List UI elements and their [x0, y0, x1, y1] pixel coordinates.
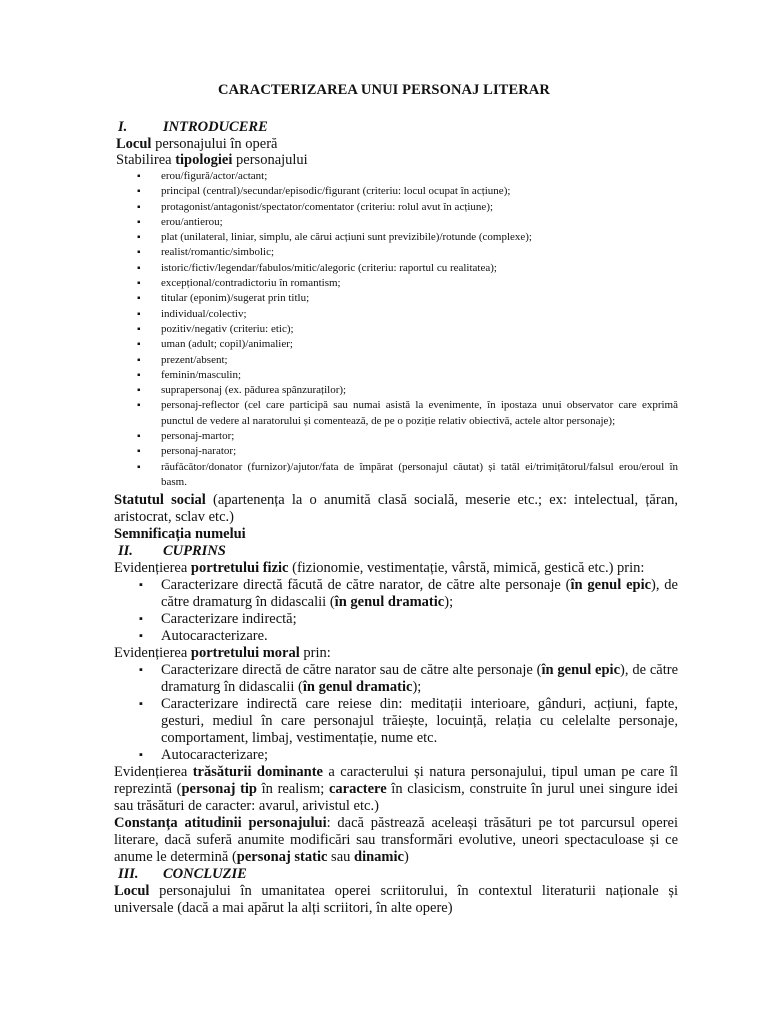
section-heading-introducere — [118, 119, 678, 136]
tipologie-item: ▪ protagonist/antagonist/spectator/comentator (criteriu: rolul avut în acțiune); — [137, 200, 678, 215]
constanta-text-1: : dacă păstrează aceleași trăsături pe tot parcursul operei literare, dacă suferă anumite modificări sau transformări evolutive, uneori spectaculoase și ce anume le determină ( — [114, 815, 678, 866]
page-title: CARACTERIZAREA UNUI PERSONAJ LITERAR — [218, 82, 550, 98]
statutul-bold: Statutul social — [114, 492, 206, 509]
constanta-bold-1: Constanța atitudinii personajului — [114, 815, 327, 832]
tipologie-item: ▪ plat (unilateral, liniar, simplu, ale cărui acțiuni sunt previzibile)/rotunde (complexe); — [137, 230, 678, 245]
tipologie-item: ▪ uman (adult; copil)/animalier; — [137, 337, 678, 352]
constanta-text-2: sau — [327, 849, 355, 866]
tipologie-item: ▪ erou/figură/actor/actant; — [137, 169, 678, 184]
fizic-bold: portretului fizic — [190, 560, 289, 577]
constanta-paragraph — [114, 815, 678, 866]
caracterizare-item — [139, 611, 678, 628]
locul-bold: Locul — [116, 136, 152, 152]
constanta-bold-3: dinamic — [354, 849, 404, 866]
item-bold-text: în genul dramatic — [334, 594, 445, 611]
item-text: Caracterizare indirectă; — [161, 611, 297, 628]
trasaturi-bold-3: caractere — [328, 781, 387, 798]
trasaturi-text-1: a caracterului și natura personajului, tipul uman pe care îl reprezintă ( — [114, 764, 679, 798]
stabilirea-pre: Stabilirea — [116, 152, 176, 168]
tipologie-item: ▪ prezent/absent; — [137, 353, 678, 368]
moral-pre: Evidențierea — [114, 645, 191, 662]
statutul-text: (apartenența la o anumită clasă socială, meserie etc.; ex: intelectual, țăran, aristocrat, sclav etc.) — [114, 492, 678, 526]
section-number: I. — [118, 119, 128, 135]
section-label: CONCLUZIE — [163, 866, 247, 883]
statutul-social-paragraph — [114, 492, 678, 526]
item-text: ), de către dramaturg în didascalii ( — [161, 662, 679, 696]
trasaturi-text-2: în realism; — [257, 781, 329, 798]
caracterizare-item — [139, 628, 678, 645]
concluzie-paragraph — [114, 883, 678, 917]
item-text: Autocaracterizare. — [161, 628, 268, 645]
item-bold-text: în genul dramatic — [302, 679, 413, 696]
tipologie-item: ▪ titular (eponim)/sugerat prin titlu; — [137, 291, 678, 306]
document-content — [116, 82, 678, 917]
tipologie-item: ▪ principal (central)/secundar/episodic/figurant (criteriu: locul ocupat în acțiune); — [137, 184, 678, 199]
caracterizare-item — [139, 696, 678, 747]
tipologie-item: ▪ pozitiv/negativ (criteriu: etic); — [137, 322, 678, 337]
tipologie-item: ▪ excepțional/contradictoriu în romantism; — [137, 276, 678, 291]
stabilirea-line — [116, 152, 678, 168]
portret-moral-intro — [114, 645, 678, 662]
portret-moral-list — [116, 662, 678, 764]
stabilirea-rest: personajului — [232, 152, 308, 168]
trasaturi-pre: Evidențierea — [114, 764, 193, 781]
locul-text: personajului în operă — [151, 136, 278, 152]
section-label: CUPRINS — [163, 543, 226, 560]
trasaturi-text-3: în clasicism, construite în jurul unei singure idei sau trăsături de caracter: avarul, arivistul etc.) — [114, 781, 678, 815]
trasaturi-bold-2: personaj tip — [181, 781, 257, 798]
tipologie-item: ▪ individual/colectiv; — [137, 307, 678, 322]
section-label: INTRODUCERE — [163, 119, 268, 135]
semnificatia-numelui — [114, 526, 678, 543]
tipologie-item: ▪ erou/antierou; — [137, 215, 678, 230]
semnificatia-bold: Semnificația numelui — [114, 526, 246, 543]
stabilirea-bold: tipologiei — [175, 152, 233, 168]
section-number: III. — [118, 866, 139, 883]
caracterizare-item — [139, 662, 678, 696]
tipologie-item: ▪ răufăcător/donator (furnizor)/ajutor/fata de împărat (personajul căutat) și tatăl ei/trimițătorul/falsul erou/eroul în basm. — [137, 460, 678, 491]
section-number: II. — [118, 543, 133, 560]
concluzie-text: personajului în umanitatea operei scriitorului, în contextul literaturii naționale și universale (dacă a mai apărut la alți scriitori, în alte opere) — [114, 883, 678, 917]
tipologie-item: ▪ personaj-martor; — [137, 429, 678, 444]
caracterizare-item — [139, 577, 678, 611]
caracterizare-item — [139, 747, 678, 764]
tipologie-item: ▪ personaj-narator; — [137, 444, 678, 459]
tipologie-item: ▪ realist/romantic/simbolic; — [137, 245, 678, 260]
tipologie-item: ▪ personaj-reflector (cel care participă sau numai asistă la evenimente, în ipostaza unui observator care exprimă punctul de vedere al naratorului și comentează, de pe o poziție relativ obiectivă, actele altor personaje); — [137, 398, 678, 429]
tipologii-list — [116, 169, 678, 490]
item-text: Caracterizare directă de către narator sau de către alte personaje ( — [161, 662, 542, 679]
fizic-pre: Evidențierea — [114, 560, 191, 577]
item-text: Caracterizare indirectă care reiese din: meditații interioare, gânduri, acțiuni, fapte, gesturi, mediul în care personajul trăiește, locuință, relația cu celelalte personaje, comportament, limbaj, vestimentație, nume etc. — [161, 696, 678, 747]
portret-fizic-intro — [114, 560, 678, 577]
item-text: ), de către dramaturg în didascalii ( — [161, 577, 678, 611]
concluzie-bold: Locul — [114, 883, 150, 900]
item-bold-text: în genul epic — [570, 577, 652, 594]
section-heading-cuprins — [118, 543, 678, 560]
locul-line — [116, 136, 678, 152]
constanta-text-3: ) — [403, 849, 409, 866]
trasaturi-paragraph — [114, 764, 678, 815]
item-text: Caracterizare directă făcută de către narator, de către alte personaje ( — [161, 577, 571, 594]
tipologie-item: ▪ feminin/masculin; — [137, 368, 678, 383]
item-text: ); — [444, 594, 454, 611]
trasaturi-bold-1: trăsăturii dominante — [192, 764, 323, 781]
tipologie-item: ▪ suprapersonaj (ex. pădurea spânzuraților); — [137, 383, 678, 398]
moral-bold: portretului moral — [190, 645, 300, 662]
item-bold-text: în genul epic — [541, 662, 621, 679]
item-text: Autocaracterizare; — [161, 747, 269, 764]
tipologie-item: ▪ istoric/fictiv/legendar/fabulos/mitic/alegoric (criteriu: raportul cu realitatea); — [137, 261, 678, 276]
moral-rest: prin: — [299, 645, 331, 662]
constanta-bold-2: personaj static — [236, 849, 328, 866]
section-heading-concluzie — [118, 866, 678, 883]
item-text: ); — [412, 679, 422, 696]
fizic-rest: (fizionomie, vestimentație, vârstă, mimică, gestică etc.) prin: — [288, 560, 645, 577]
portret-fizic-list — [116, 577, 678, 645]
